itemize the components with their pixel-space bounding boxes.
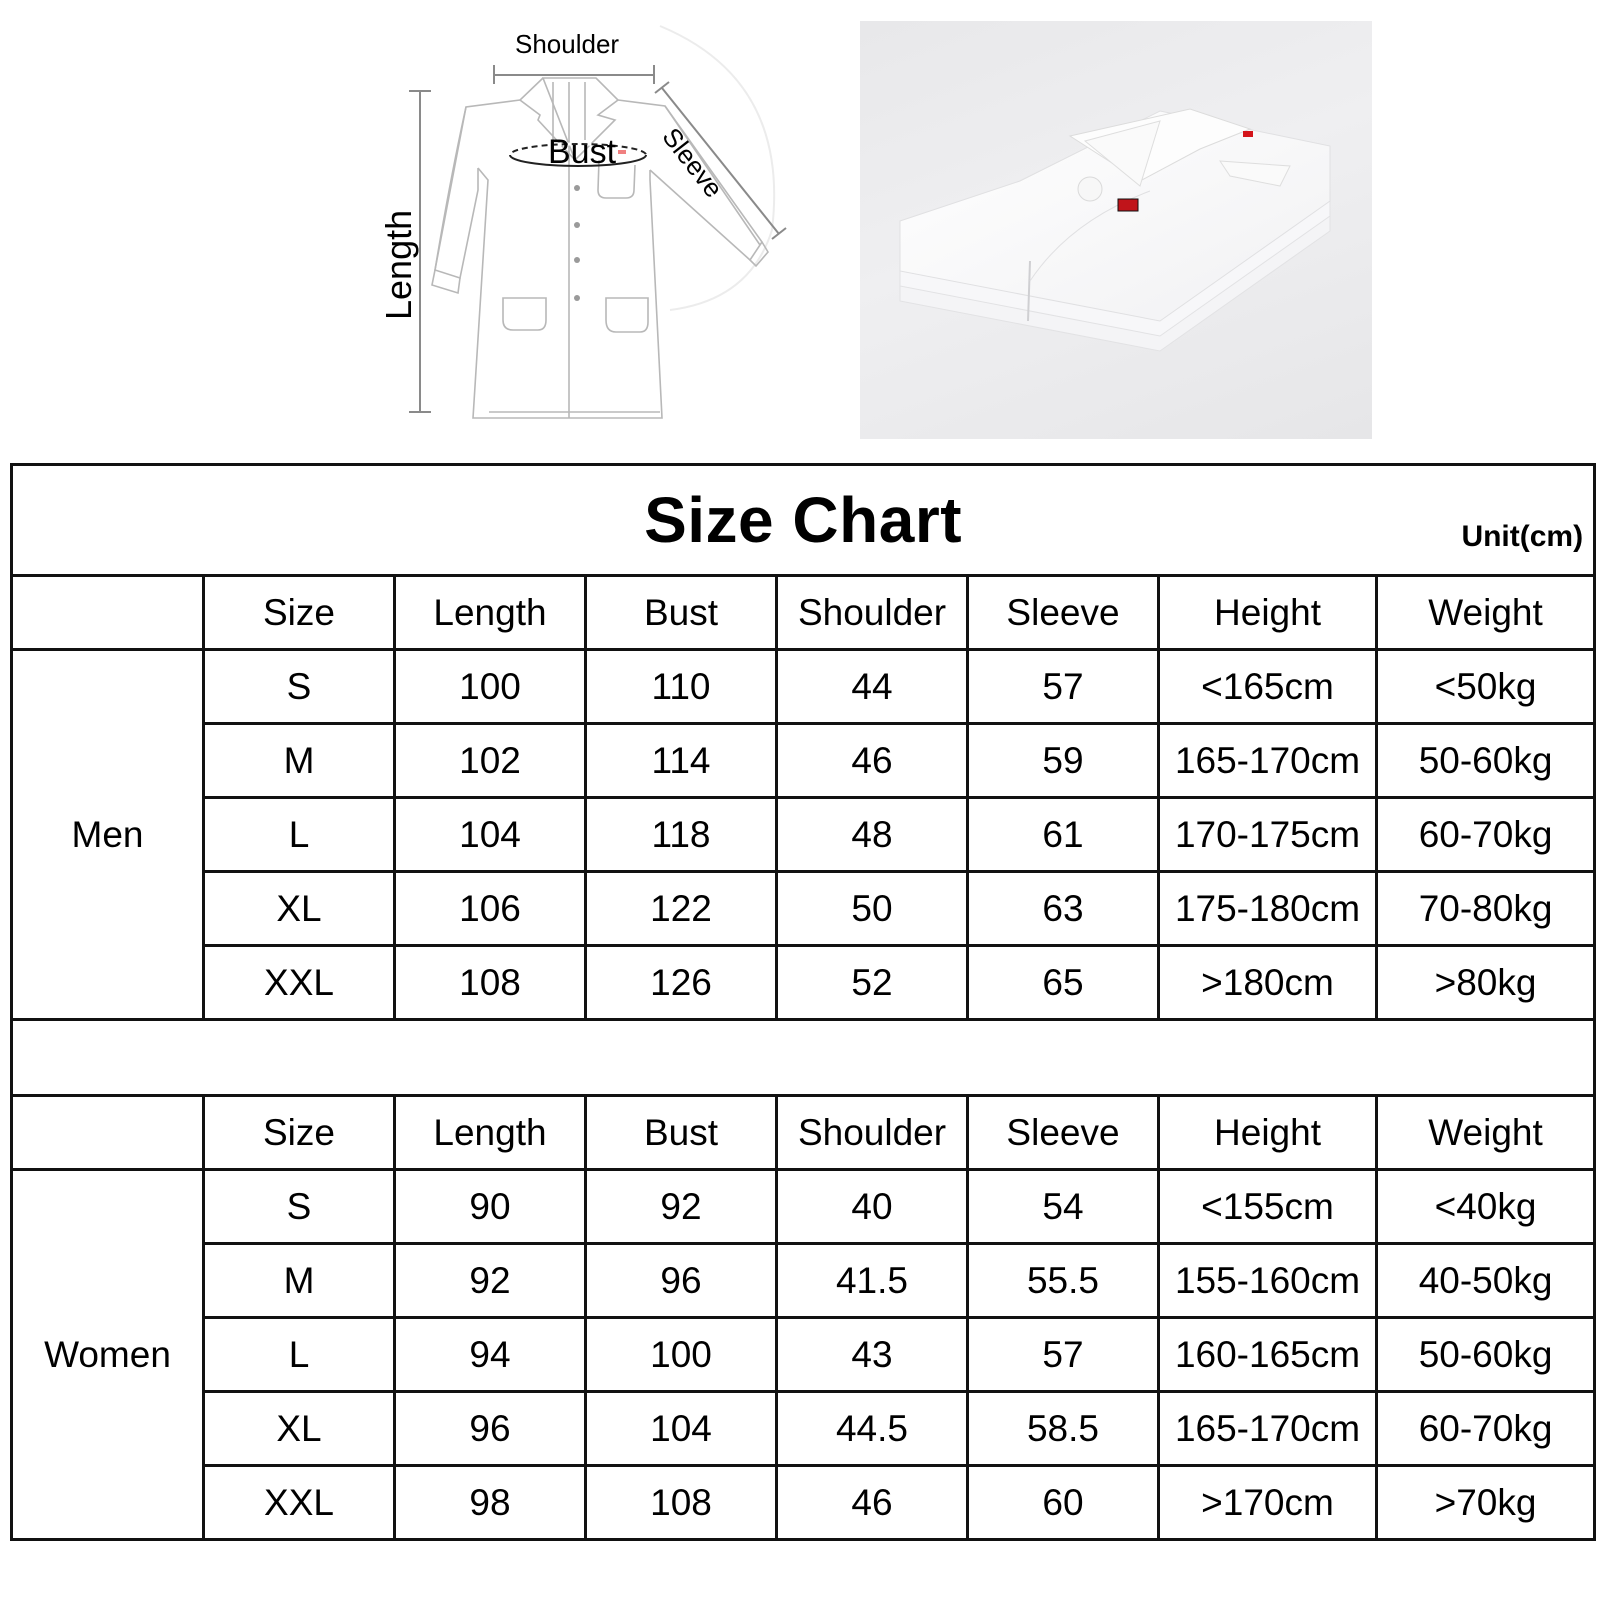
- table-row: [12, 650, 1595, 724]
- cell-size: XXL: [204, 1466, 395, 1540]
- spacer-row: [12, 1020, 1595, 1096]
- table-row: [12, 872, 1595, 946]
- cell-shoulder: 41.5: [777, 1244, 968, 1318]
- header-cell-weight: Weight: [1377, 1096, 1595, 1170]
- cell-shoulder: 46: [777, 724, 968, 798]
- table-row: [12, 798, 1595, 872]
- size-chart-table: [10, 463, 1596, 1541]
- header-cell-length: Length: [395, 576, 586, 650]
- cell-height: >180cm: [1159, 946, 1377, 1020]
- cell-length: 94: [395, 1318, 586, 1392]
- cell-height: 155-160cm: [1159, 1244, 1377, 1318]
- cell-length: 90: [395, 1170, 586, 1244]
- cell-height: 165-170cm: [1159, 724, 1377, 798]
- cell-height: >170cm: [1159, 1466, 1377, 1540]
- unit-label: Unit(cm): [1461, 520, 1584, 553]
- cell-bust: 100: [586, 1318, 777, 1392]
- cell-weight: 70-80kg: [1377, 872, 1595, 946]
- cell-shoulder: 52: [777, 946, 968, 1020]
- cell-size: XL: [204, 1392, 395, 1466]
- cell-size: L: [204, 798, 395, 872]
- cell-bust: 114: [586, 724, 777, 798]
- cell-sleeve: 58.5: [968, 1392, 1159, 1466]
- header-cell-weight: Weight: [1377, 576, 1595, 650]
- cell-bust: 108: [586, 1466, 777, 1540]
- cell-length: 92: [395, 1244, 586, 1318]
- folded-lab-coats-image: [860, 21, 1372, 439]
- cell-weight: 50-60kg: [1377, 1318, 1595, 1392]
- cell-size: XXL: [204, 946, 395, 1020]
- length-label: Length: [378, 209, 419, 320]
- cell-shoulder: 50: [777, 872, 968, 946]
- header-cell-size: Size: [204, 576, 395, 650]
- cell-shoulder: 48: [777, 798, 968, 872]
- cell-size: L: [204, 1318, 395, 1392]
- cell-shoulder: 44: [777, 650, 968, 724]
- table-row: [12, 946, 1595, 1020]
- cell-weight: 40-50kg: [1377, 1244, 1595, 1318]
- header-cell-size: Size: [204, 1096, 395, 1170]
- cell-sleeve: 57: [968, 1318, 1159, 1392]
- sleeve-label: Sleeve: [656, 122, 729, 204]
- cell-weight: 50-60kg: [1377, 724, 1595, 798]
- header-cell-bust: Bust: [586, 576, 777, 650]
- cell-length: 108: [395, 946, 586, 1020]
- header-cell-shoulder: Shoulder: [777, 1096, 968, 1170]
- header-cell-blank: [12, 576, 204, 650]
- cell-weight: 60-70kg: [1377, 1392, 1595, 1466]
- cell-bust: 104: [586, 1392, 777, 1466]
- cell-size: M: [204, 1244, 395, 1318]
- cell-length: 100: [395, 650, 586, 724]
- bust-label: Bust: [548, 133, 617, 171]
- cell-weight: >70kg: [1377, 1466, 1595, 1540]
- cell-height: <155cm: [1159, 1170, 1377, 1244]
- cell-shoulder: 46: [777, 1466, 968, 1540]
- shoulder-label: Shoulder: [515, 29, 620, 59]
- table-row: [12, 724, 1595, 798]
- cell-sleeve: 57: [968, 650, 1159, 724]
- cell-height: 175-180cm: [1159, 872, 1377, 946]
- cell-bust: 92: [586, 1170, 777, 1244]
- men-header-row: [12, 576, 1595, 650]
- header-cell-bust: Bust: [586, 1096, 777, 1170]
- lab-coat-outline-icon: [370, 20, 790, 420]
- cell-shoulder: 40: [777, 1170, 968, 1244]
- cell-height: 160-165cm: [1159, 1318, 1377, 1392]
- cell-shoulder: 43: [777, 1318, 968, 1392]
- header-cell-sleeve: Sleeve: [968, 576, 1159, 650]
- cell-sleeve: 63: [968, 872, 1159, 946]
- cell-weight: >80kg: [1377, 946, 1595, 1020]
- cell-height: 170-175cm: [1159, 798, 1377, 872]
- cell-weight: <50kg: [1377, 650, 1595, 724]
- title-cell: [12, 465, 1595, 576]
- title-row: [12, 465, 1595, 576]
- cell-size: M: [204, 724, 395, 798]
- measurement-diagram: [370, 20, 790, 420]
- cell-bust: 122: [586, 872, 777, 946]
- header-cell-height: Height: [1159, 576, 1377, 650]
- cell-sleeve: 60: [968, 1466, 1159, 1540]
- cell-sleeve: 59: [968, 724, 1159, 798]
- cell-weight: 60-70kg: [1377, 798, 1595, 872]
- cell-length: 98: [395, 1466, 586, 1540]
- cell-length: 96: [395, 1392, 586, 1466]
- table-row: [12, 1466, 1595, 1540]
- table-row: [12, 1392, 1595, 1466]
- header-cell-blank: [12, 1096, 204, 1170]
- header-cell-length: Length: [395, 1096, 586, 1170]
- header-cell-shoulder: Shoulder: [777, 576, 968, 650]
- table-row: [12, 1318, 1595, 1392]
- cell-sleeve: 55.5: [968, 1244, 1159, 1318]
- group-label-men: Men: [12, 650, 204, 1020]
- cell-length: 106: [395, 872, 586, 946]
- cell-size: XL: [204, 872, 395, 946]
- product-photo: [860, 21, 1372, 439]
- table-row: [12, 1170, 1595, 1244]
- group-label-women: Women: [12, 1170, 204, 1540]
- cell-shoulder: 44.5: [777, 1392, 968, 1466]
- header-cell-sleeve: Sleeve: [968, 1096, 1159, 1170]
- table-row: [12, 1244, 1595, 1318]
- cell-length: 104: [395, 798, 586, 872]
- cell-bust: 126: [586, 946, 777, 1020]
- cell-sleeve: 61: [968, 798, 1159, 872]
- spacer-cell: [12, 1020, 1595, 1096]
- cell-weight: <40kg: [1377, 1170, 1595, 1244]
- cell-sleeve: 54: [968, 1170, 1159, 1244]
- cell-size: S: [204, 1170, 395, 1244]
- chart-title: Size Chart: [644, 484, 963, 556]
- cell-size: S: [204, 650, 395, 724]
- cell-length: 102: [395, 724, 586, 798]
- cell-bust: 110: [586, 650, 777, 724]
- cell-bust: 96: [586, 1244, 777, 1318]
- cell-sleeve: 65: [968, 946, 1159, 1020]
- cell-height: <165cm: [1159, 650, 1377, 724]
- cell-bust: 118: [586, 798, 777, 872]
- cell-height: 165-170cm: [1159, 1392, 1377, 1466]
- header-cell-height: Height: [1159, 1096, 1377, 1170]
- women-header-row: [12, 1096, 1595, 1170]
